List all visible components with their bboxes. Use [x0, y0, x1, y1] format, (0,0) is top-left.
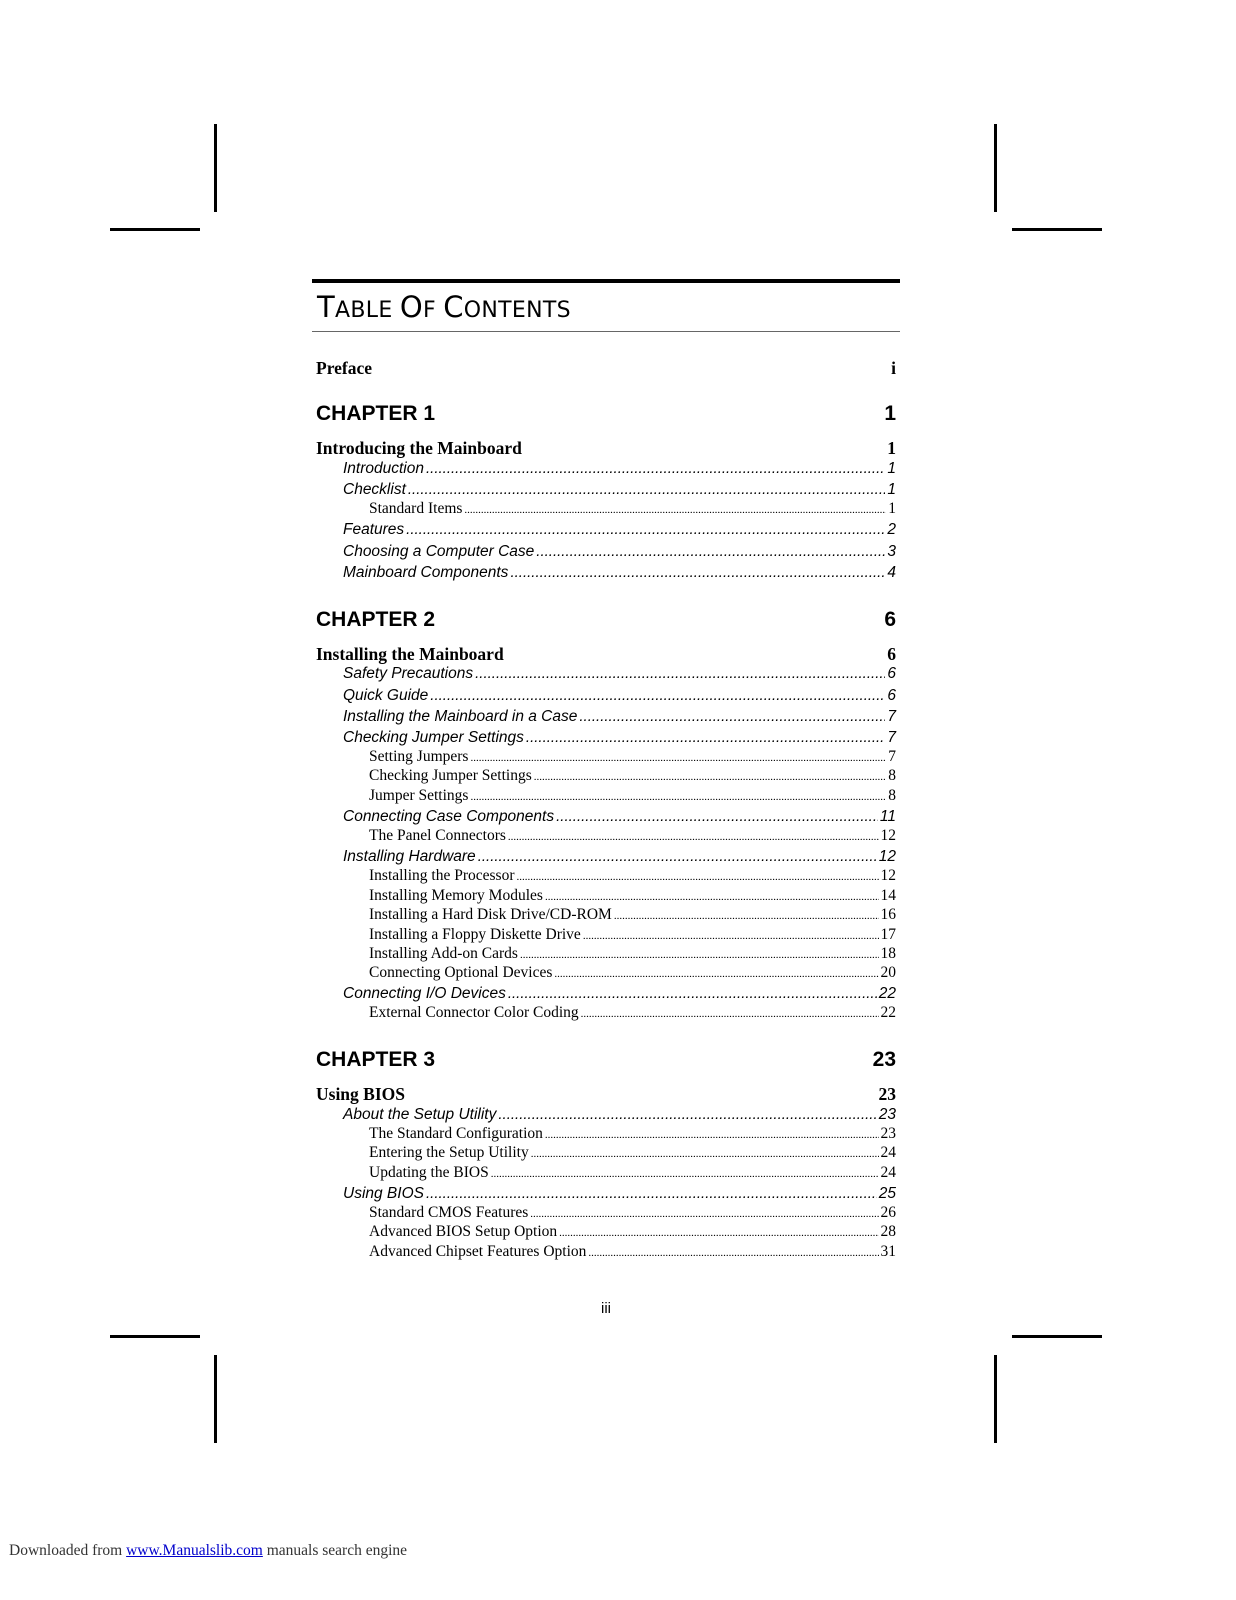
toc-entry-title: Advanced Chipset Features Option: [369, 1243, 587, 1260]
toc-page-number: 6: [884, 608, 896, 631]
title-rule: [312, 331, 900, 332]
crop-mark: [110, 1335, 200, 1338]
toc-page-number: 2: [887, 521, 896, 538]
toc-page-number: 12: [880, 867, 896, 884]
toc-page-number: 1: [888, 500, 896, 517]
dot-leader: [579, 708, 885, 725]
toc-entry[interactable]: [316, 867, 896, 885]
dot-leader: [534, 771, 887, 783]
toc-entry[interactable]: [316, 848, 896, 866]
toc-entry[interactable]: [316, 1243, 896, 1261]
toc-page-number: 18: [880, 945, 896, 962]
toc-entry[interactable]: [316, 985, 896, 1003]
toc-entry-title: Using BIOS: [316, 1084, 405, 1104]
toc-section[interactable]: [316, 1084, 896, 1105]
toc-page-number: 17: [880, 926, 896, 943]
toc-entry[interactable]: [316, 729, 896, 747]
toc-section[interactable]: [316, 358, 896, 379]
dot-leader: [478, 848, 877, 865]
toc-entry[interactable]: [316, 964, 896, 982]
toc-entry-title: Installing the Mainboard: [316, 644, 504, 664]
toc-entry[interactable]: [316, 787, 896, 805]
toc-entry-title: Connecting I/O Devices: [343, 985, 506, 1002]
dot-leader: [545, 891, 879, 903]
toc-entry[interactable]: [316, 1164, 896, 1182]
toc-page-number: 22: [880, 1004, 896, 1021]
toc-entry-title: The Panel Connectors: [369, 827, 506, 844]
toc-entry-title: Choosing a Computer Case: [343, 543, 535, 560]
dot-leader: [559, 1227, 878, 1239]
toc-entry-title: Safety Precautions: [343, 665, 474, 682]
crop-mark: [1012, 1335, 1102, 1338]
toc-entry[interactable]: [316, 500, 896, 518]
toc-entry-title: Connecting Case Components: [343, 808, 555, 825]
toc-section[interactable]: [316, 438, 896, 459]
toc-entry-title: Advanced BIOS Setup Option: [369, 1223, 558, 1240]
toc-page-number: 6: [887, 665, 896, 682]
toc-page-number: 23: [878, 1106, 896, 1123]
toc-entry-title: Jumper Settings: [369, 787, 469, 804]
toc-entry-title: Quick Guide: [343, 687, 429, 704]
toc-entry[interactable]: [316, 1125, 896, 1143]
dot-leader: [588, 1247, 878, 1259]
toc-page-number: 20: [880, 964, 896, 981]
toc-page-number: 22: [878, 985, 896, 1002]
toc-page-number: 14: [880, 887, 896, 904]
toc-page-number: 8: [888, 787, 896, 804]
dot-leader: [508, 831, 879, 843]
toc-page-number: 8: [888, 767, 896, 784]
dot-leader: [426, 1185, 877, 1202]
toc-entry-title: Installing Hardware: [343, 848, 476, 865]
toc-entry-title: External Connector Color Coding: [369, 1004, 579, 1021]
toc-entry-title: Installing a Hard Disk Drive/CD-ROM: [369, 906, 612, 923]
crop-mark: [1012, 228, 1102, 231]
dot-leader: [475, 665, 885, 682]
toc-entry-title: About the Setup Utility: [343, 1106, 497, 1123]
toc-chapter[interactable]: [316, 402, 896, 426]
dot-leader: [498, 1106, 876, 1123]
toc-page-number: 23: [878, 1084, 896, 1104]
toc-entry[interactable]: [316, 665, 896, 683]
toc-page-number: 16: [880, 906, 896, 923]
toc-entry-title: Standard Items: [369, 500, 463, 517]
dot-leader: [406, 521, 885, 538]
dot-leader: [526, 729, 885, 746]
toc-page-number: 31: [880, 1243, 896, 1260]
toc-chapter[interactable]: [316, 1048, 896, 1072]
toc-entry[interactable]: [316, 827, 896, 845]
dot-leader: [583, 930, 879, 942]
toc-page-number: 1: [884, 402, 896, 425]
toc-entry-title: Updating the BIOS: [369, 1164, 489, 1181]
toc-entry[interactable]: [316, 1185, 896, 1203]
toc-page-number: 6: [887, 644, 896, 664]
toc-entry-title: Setting Jumpers: [369, 748, 469, 765]
toc-entry[interactable]: [316, 1144, 896, 1162]
dot-leader: [614, 910, 879, 922]
dot-leader: [470, 791, 886, 803]
page-number: iii: [601, 1300, 611, 1317]
dot-leader: [530, 1208, 878, 1220]
dot-leader: [491, 1168, 879, 1180]
toc-page-number: 7: [888, 748, 896, 765]
dot-leader: [408, 481, 885, 498]
crop-mark: [110, 228, 200, 231]
crop-mark: [214, 1355, 217, 1443]
toc-entry[interactable]: [316, 460, 896, 478]
toc-entry[interactable]: [316, 1223, 896, 1241]
toc-page-number: 12: [878, 848, 896, 865]
toc-entry-title: Introducing the Mainboard: [316, 438, 522, 458]
download-footer: [9, 1542, 407, 1560]
toc-chapter[interactable]: [316, 608, 896, 632]
toc-page-number: 6: [887, 687, 896, 704]
toc-entry-title: Entering the Setup Utility: [369, 1144, 529, 1161]
toc-page-number: 1: [887, 481, 896, 498]
toc-entry-title: CHAPTER 2: [316, 608, 436, 631]
toc-entry[interactable]: [316, 808, 896, 826]
toc-entry-title: Mainboard Components: [343, 564, 509, 581]
toc-entry[interactable]: [316, 481, 896, 499]
dot-leader: [510, 564, 885, 581]
toc-entry-title: Installing Add-on Cards: [369, 945, 518, 962]
dot-leader: [556, 808, 878, 825]
dot-leader: [430, 687, 885, 704]
toc-entry[interactable]: [316, 945, 896, 963]
toc-page-number: 7: [887, 708, 896, 725]
toc-entry[interactable]: [316, 906, 896, 924]
toc-entry-title: The Standard Configuration: [369, 1125, 543, 1142]
footer-suffix: manuals search engine: [266, 1542, 408, 1559]
toc-entry-title: Installing the Mainboard in a Case: [343, 708, 578, 725]
dot-leader: [464, 504, 886, 516]
toc-page-number: 23: [880, 1125, 896, 1142]
dot-leader: [470, 752, 886, 764]
toc-entry[interactable]: [316, 521, 896, 539]
toc-page-number: 24: [880, 1164, 896, 1181]
footer-link[interactable]: www.Manualslib.com: [126, 1542, 263, 1559]
dot-leader: [508, 985, 877, 1002]
toc-entry[interactable]: [316, 767, 896, 785]
toc-entry[interactable]: [316, 1204, 896, 1222]
toc-page-number: 3: [887, 543, 896, 560]
crop-mark: [994, 124, 997, 212]
toc-section[interactable]: [316, 644, 896, 665]
dot-leader: [554, 968, 878, 980]
footer-prefix: Downloaded from: [9, 1542, 123, 1559]
dot-leader: [545, 1129, 879, 1141]
crop-mark: [214, 124, 217, 212]
dot-leader: [517, 871, 879, 883]
toc-entry-title: CHAPTER 3: [316, 1048, 436, 1071]
toc-entry[interactable]: [316, 1106, 896, 1124]
toc-entry-title: Checking Jumper Settings: [343, 729, 524, 746]
toc-entry-title: Installing a Floppy Diskette Drive: [369, 926, 581, 943]
toc-entry-title: Standard CMOS Features: [369, 1204, 529, 1221]
toc-entry-title: Installing Memory Modules: [369, 887, 543, 904]
toc-entry[interactable]: [316, 543, 896, 561]
toc-page-number: 24: [880, 1144, 896, 1161]
dot-leader: [581, 1008, 879, 1020]
toc-entry-title: CHAPTER 1: [316, 402, 436, 425]
toc-page-number: 1: [887, 460, 896, 477]
toc-page-number: 28: [880, 1223, 896, 1240]
toc-page-number: 4: [887, 564, 896, 581]
toc-page-number: 1: [887, 438, 896, 458]
toc-page-number: 23: [872, 1048, 896, 1071]
toc-entry[interactable]: [316, 887, 896, 905]
dot-leader: [520, 949, 879, 961]
toc-entry[interactable]: [316, 1004, 896, 1022]
toc-entry-title: Using BIOS: [343, 1185, 424, 1202]
toc-page-number: 12: [880, 827, 896, 844]
toc-page-number: 25: [878, 1185, 896, 1202]
toc-entry[interactable]: [316, 748, 896, 766]
toc-entry-title: Checking Jumper Settings: [369, 767, 532, 784]
toc-page-number: 7: [887, 729, 896, 746]
toc-page-number: i: [891, 358, 896, 378]
dot-leader: [531, 1148, 879, 1160]
toc-page-number: 11: [879, 808, 896, 825]
dot-leader: [536, 543, 885, 560]
toc-entry-title: Preface: [316, 358, 373, 378]
toc-entry-title: Introduction: [343, 460, 424, 477]
toc-entry-title: Features: [343, 521, 405, 538]
crop-mark: [994, 1355, 997, 1443]
toc-entry-title: Checklist: [343, 481, 406, 498]
toc-entry-title: Connecting Optional Devices: [369, 964, 553, 981]
toc-page-number: 26: [880, 1204, 896, 1221]
header-rule: [312, 279, 900, 283]
toc-entry[interactable]: [316, 708, 896, 726]
page-title: TABLE OF CONTENTS: [317, 290, 571, 324]
dot-leader: [426, 460, 885, 477]
toc-entry[interactable]: [316, 926, 896, 944]
toc-entry-title: Installing the Processor: [369, 867, 515, 884]
toc-entry[interactable]: [316, 687, 896, 705]
toc-entry[interactable]: [316, 564, 896, 582]
